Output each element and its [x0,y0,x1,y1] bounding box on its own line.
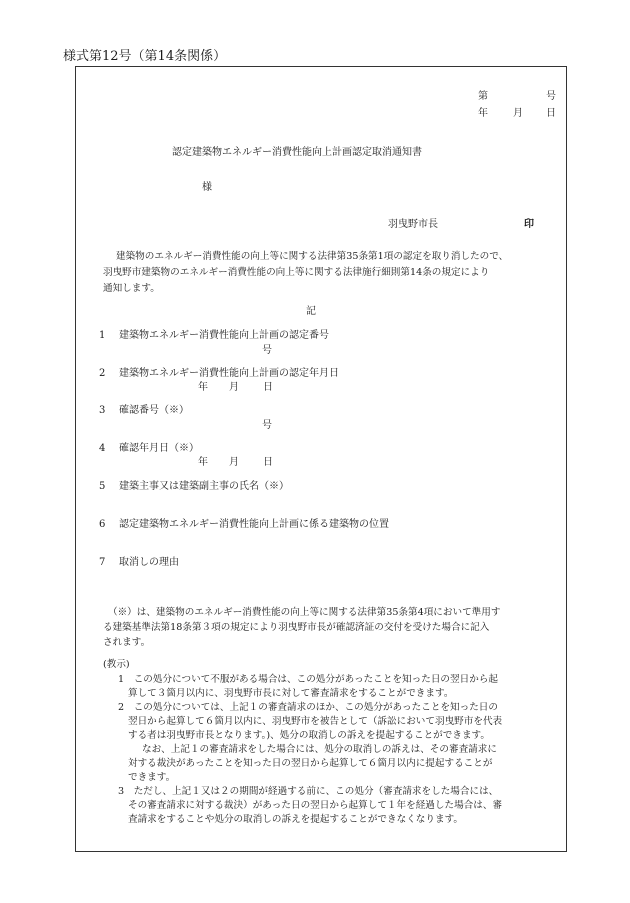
note-line-1: （※）は、建築物のエネルギー消費性能の向上等に関する法律第35条第4項において準用す [108,607,501,618]
issuer-name: 羽曳野市長 [388,219,438,230]
ki-heading: 記 [306,306,316,317]
form-label: 様式第12号（第14条関係） [63,49,227,64]
instruction-line-11: 査請求をすることや処分の取消しの訴えを提起することができなくなります。 [128,814,464,825]
item-2-number: 2 [99,368,106,379]
body-line-2: 羽曳野市建築物のエネルギー消費性能の向上等に関する法律施行細則第14条の規定により [103,267,490,278]
item-4-day: 日 [263,457,273,468]
item-1-sub: 号 [262,345,272,356]
instruction-line-6: なお、上記１の審査請求をした場合には、処分の取消しの訴えは、その審査請求に [142,744,497,755]
item-2-month: 月 [229,382,239,393]
item-4-month: 月 [229,457,239,468]
instruction-title: (教示) [103,659,130,670]
instruction-line-7: 対する裁決があったことを知った日の翌日から起算して６箇月以内に提起することが [128,758,493,769]
item-4-label: 確認年月日（※） [119,443,199,454]
document-title: 認定建築物エネルギー消費性能向上計画認定取消通知書 [172,147,422,158]
number-suffix: 号 [546,91,556,102]
item-5-number: 5 [99,481,106,492]
number-prefix: 第 [478,91,488,102]
note-line-3: されます。 [103,637,151,648]
item-1-label: 建築物エネルギー消費性能向上計画の認定番号 [119,330,329,341]
instruction-line-10: その審査請求に対する裁決）があった日の翌日から起算して１年を経過した場合は、審 [128,800,503,811]
instruction-line-2: 算して３箇月以内に、羽曳野市長に対して審査請求をすることができます。 [128,688,454,699]
item-3-number: 3 [99,405,106,416]
item-7-label: 取消しの理由 [119,557,179,568]
date-day: 日 [546,108,556,119]
item-3-sub: 号 [262,420,272,431]
seal-mark: 印 [524,219,534,230]
instruction-line-8: できます。 [128,772,176,783]
item-2-label: 建築物エネルギー消費性能向上計画の認定年月日 [119,368,339,379]
date-year: 年 [478,108,488,119]
item-3-label: 確認番号（※） [119,405,189,416]
instruction-line-1: 1 この処分について不服がある場合は、この処分があったことを知った日の翌日から起 [118,674,498,685]
instruction-line-4: 翌日から起算して６箇月以内に、羽曳野市を被告として（訴訟において羽曳野市を代表 [128,716,503,727]
item-6-label: 認定建築物エネルギー消費性能向上計画に係る建築物の位置 [119,519,389,530]
item-2-year: 年 [198,382,208,393]
item-1-number: 1 [99,330,106,341]
date-month: 月 [513,108,523,119]
item-7-number: 7 [99,557,106,568]
item-2-day: 日 [263,382,273,393]
item-5-label: 建築主事又は建築副主事の氏名（※） [119,481,289,492]
body-line-1: 建築物のエネルギー消費性能の向上等に関する法律第35条第1項の認定を取り消したので、 [116,251,509,262]
item-4-number: 4 [99,443,106,454]
item-4-year: 年 [198,457,208,468]
item-6-number: 6 [99,519,106,530]
instruction-line-9: 3 ただし、上記１又は２の期間が経過する前に、この処分（審査請求をした場合には、 [118,786,499,797]
instruction-line-3: 2 この処分については、上記１の審査請求のほか、この処分があったことを知った日の [118,702,498,713]
body-line-3: 通知します。 [103,283,160,294]
instruction-line-5: する者は羽曳野市長となります。)、処分の取消しの訴えを提起することができます。 [128,730,490,741]
addressee-honorific: 様 [202,182,212,193]
note-line-2: る建築基準法第18条第３項の規定により羽曳野市長が確認済証の交付を受けた場合に記入 [103,622,490,633]
